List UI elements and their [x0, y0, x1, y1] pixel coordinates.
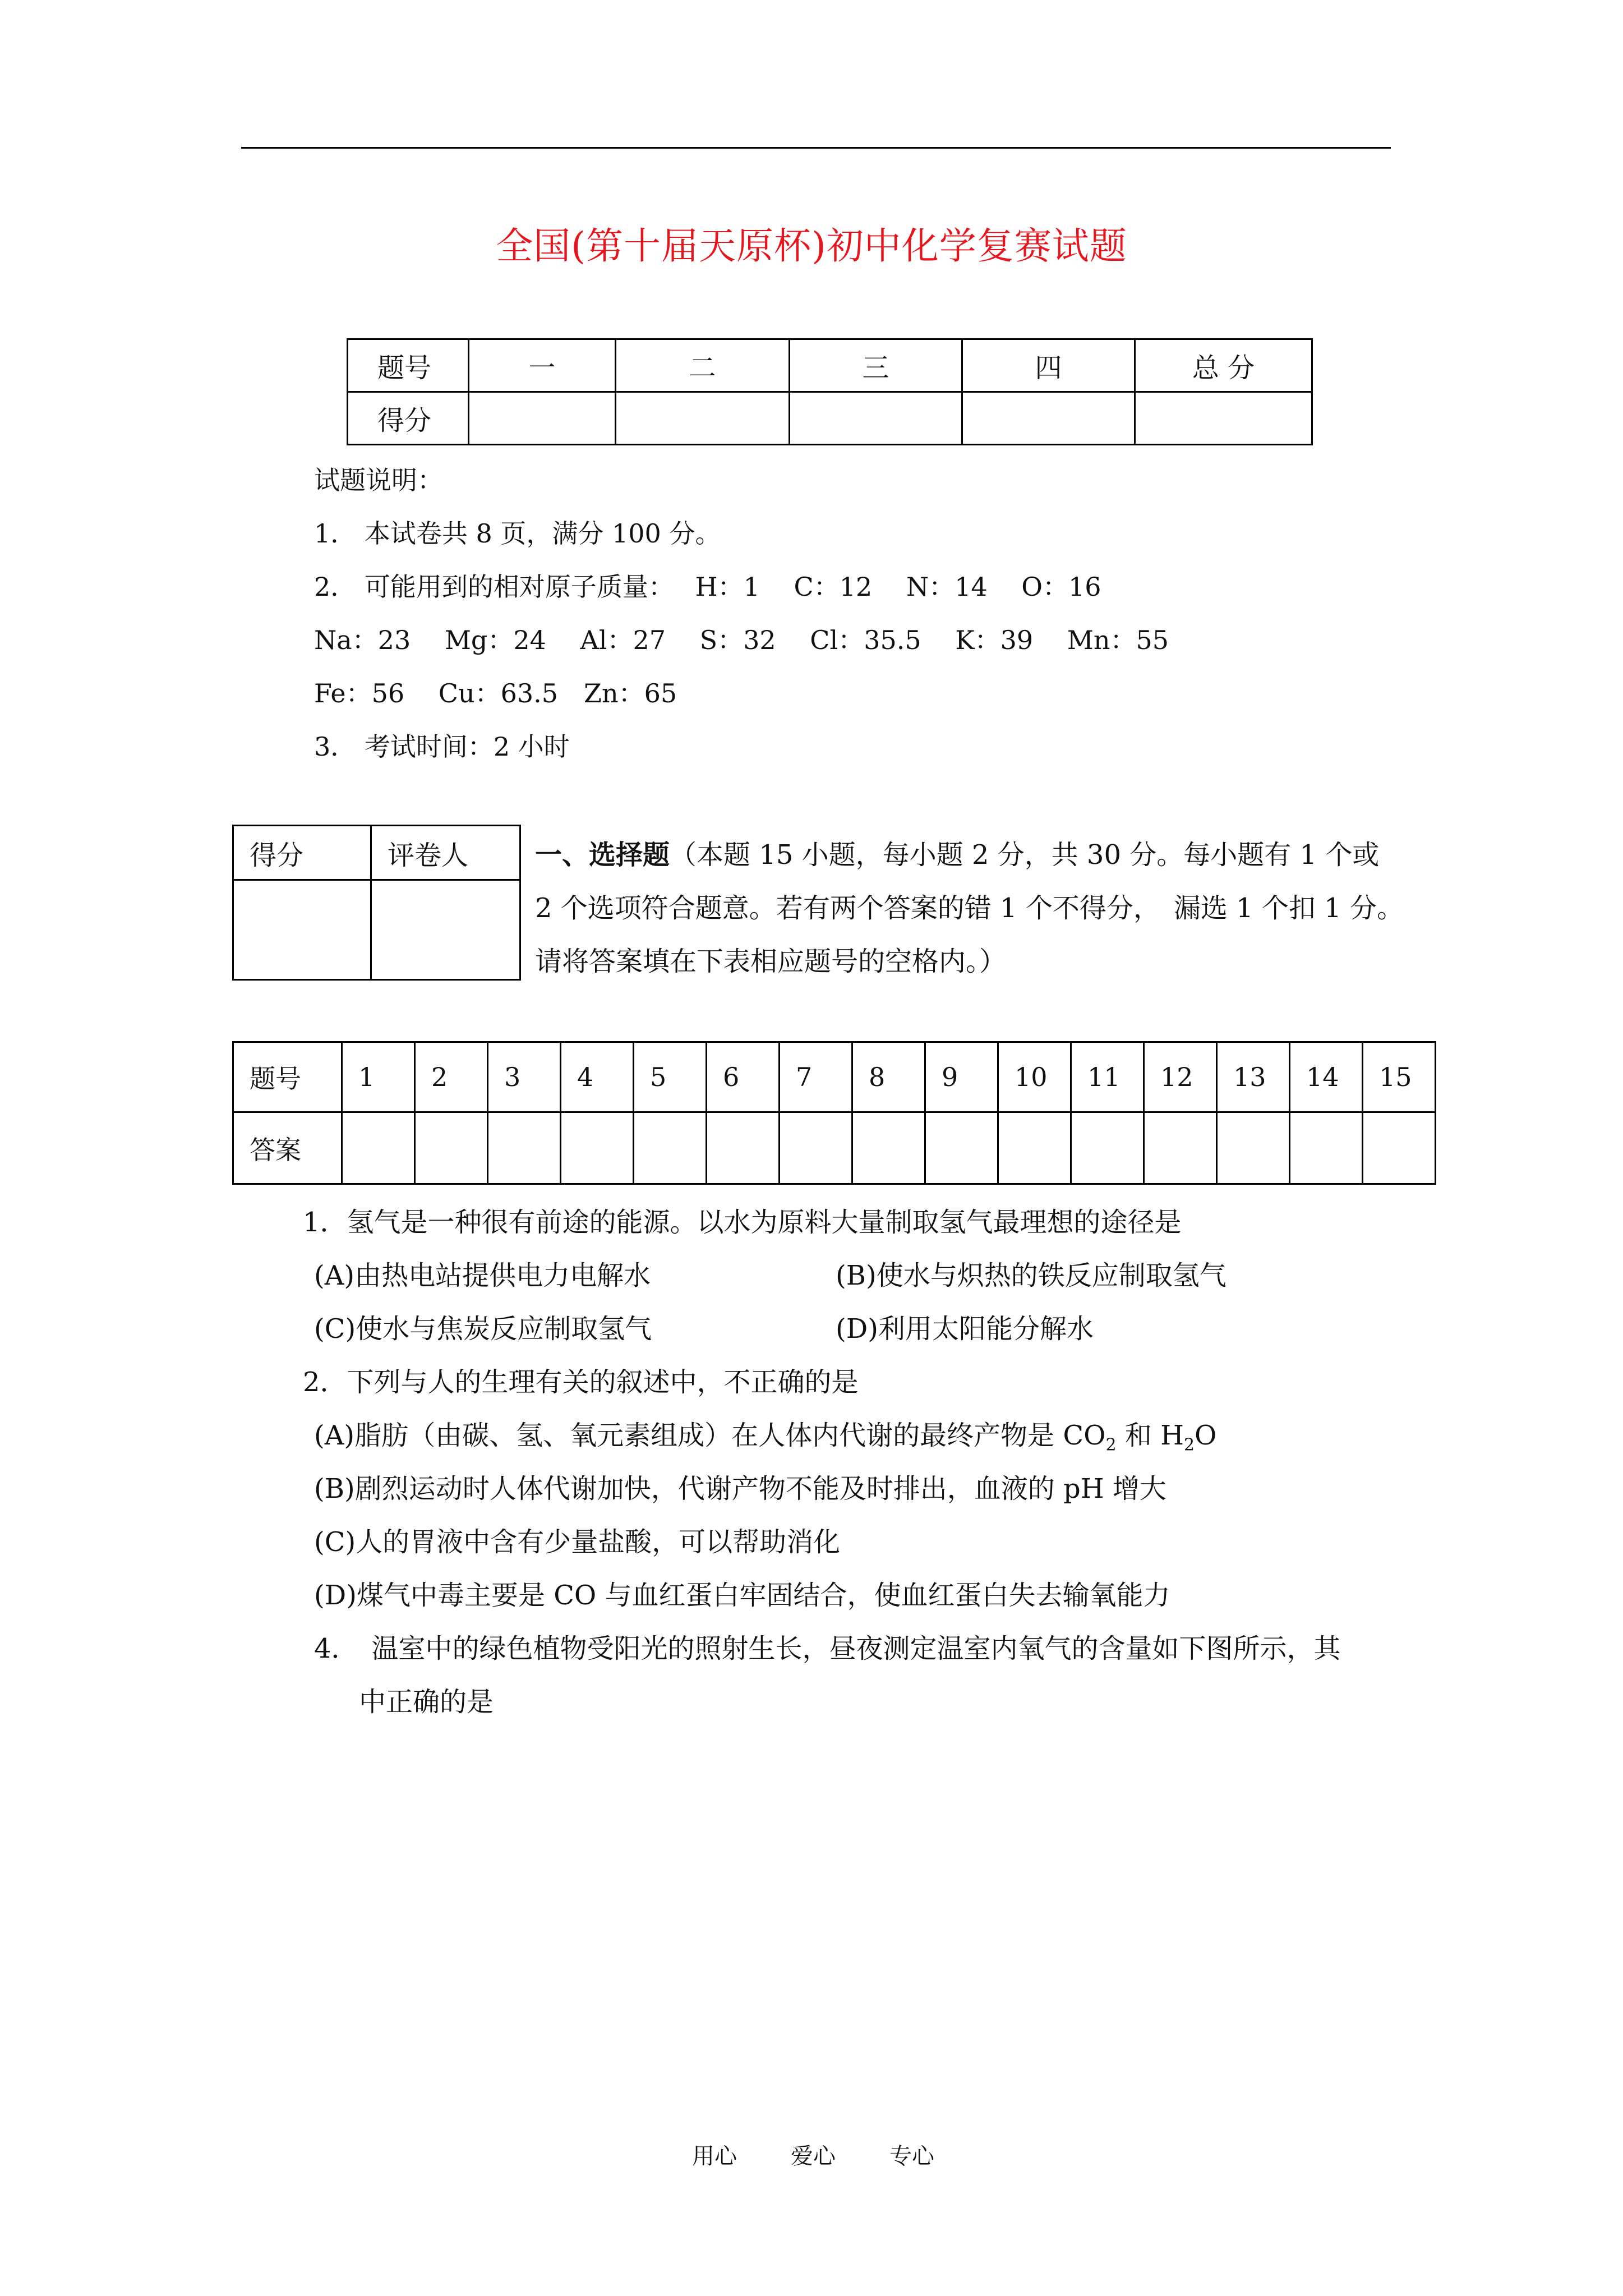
score-table	[347, 338, 1313, 445]
instruction-line: 2． 可能用到的相对原子质量： H：1 C：12 N：14 O：16	[314, 572, 1101, 602]
answer-cell[interactable]	[852, 1112, 925, 1184]
page-title: 全国(第十届天原杯)初中化学复赛试题	[496, 224, 1127, 268]
score-table-header-cell: 一	[469, 339, 616, 392]
footer-text: 用心	[692, 2143, 737, 2169]
grader-score-cell[interactable]	[233, 880, 371, 980]
score-cell[interactable]	[962, 392, 1135, 445]
question-number: 14	[1290, 1042, 1363, 1112]
score-cell[interactable]	[1135, 392, 1312, 445]
instruction-line: Fe：56 Cu：63.5 Zn：65	[314, 678, 677, 708]
question-2-option-d: (D)煤气中毒主要是 CO 与血红蛋白牢固结合，使血红蛋白失去输氧能力	[314, 1580, 1170, 1611]
grader-name-label: 评卷人	[371, 826, 520, 880]
grader-box	[232, 825, 521, 981]
answer-cell[interactable]	[1363, 1112, 1436, 1184]
answer-table-answer-label: 答案	[233, 1112, 342, 1184]
question-2-option-b: (B)剧烈运动时人体代谢加快，代谢产物不能及时排出，血液的 pH 增大	[314, 1473, 1166, 1504]
answer-cell[interactable]	[707, 1112, 780, 1184]
question-1-option-b: (B)使水与炽热的铁反应制取氢气	[836, 1260, 1227, 1291]
section-one-text: （本题 15 小题，每小题 2 分，共 30 分。每小题有 1 个或	[670, 839, 1380, 871]
instruction-line: 3． 考试时间：2 小时	[314, 731, 570, 762]
question-1-stem: 1．氢气是一种很有前途的能源。以水为原料大量制取氢气最理想的途径是	[303, 1207, 1182, 1238]
score-cell[interactable]	[469, 392, 616, 445]
answer-cell[interactable]	[780, 1112, 852, 1184]
top-rule	[241, 147, 1391, 149]
question-1-option-a: (A)由热电站提供电力电解水	[314, 1260, 651, 1291]
instructions-heading: 试题说明：	[314, 465, 443, 495]
answer-cell[interactable]	[415, 1112, 488, 1184]
section-one-line: 请将答案填在下表相应题号的空格内。）	[535, 946, 1007, 977]
question-number: 13	[1217, 1042, 1290, 1112]
question-number: 12	[1144, 1042, 1217, 1112]
subscript: 2	[1105, 1435, 1117, 1455]
instruction-line: Na：23 Mg：24 Al：27 S：32 Cl：35.5 K：39 Mn：55	[314, 625, 1169, 655]
question-number: 6	[707, 1042, 780, 1112]
answer-cell[interactable]	[925, 1112, 998, 1184]
answer-table-answer-row	[233, 1112, 1436, 1184]
question-number: 9	[925, 1042, 998, 1112]
answer-cell[interactable]	[488, 1112, 561, 1184]
score-cell[interactable]	[616, 392, 790, 445]
subscript: 2	[1183, 1435, 1195, 1455]
question-2-option-a-text: (A)脂肪（由碳、氢、氧元素组成）在人体内代谢的最终产物是 CO	[314, 1420, 1106, 1451]
section-one-line: 2 个选项符合题意。若有两个答案的错 1 个不得分， 漏选 1 个扣 1 分。	[535, 892, 1404, 924]
question-number: 8	[852, 1042, 925, 1112]
score-table-header-cell: 题号	[348, 339, 469, 392]
question-4-stem: 4． 温室中的绿色植物受阳光的照射生长，昼夜测定温室内氧气的含量如下图所示，其	[314, 1633, 1341, 1664]
question-number: 7	[780, 1042, 852, 1112]
answer-cell[interactable]	[561, 1112, 634, 1184]
score-row-label: 得分	[348, 392, 469, 445]
question-number: 1	[342, 1042, 415, 1112]
answer-cell[interactable]	[342, 1112, 415, 1184]
question-number: 10	[998, 1042, 1071, 1112]
grader-name-cell[interactable]	[371, 880, 520, 980]
score-table-header-cell: 四	[962, 339, 1135, 392]
score-table-score-row	[348, 392, 1312, 445]
question-number: 15	[1363, 1042, 1436, 1112]
question-number: 11	[1071, 1042, 1144, 1112]
score-table-header-cell: 二	[616, 339, 790, 392]
question-number: 2	[415, 1042, 488, 1112]
question-1-option-c: (C)使水与焦炭反应制取氢气	[314, 1313, 652, 1345]
footer-text: 专心	[889, 2143, 934, 2169]
score-table-header-cell: 总 分	[1135, 339, 1312, 392]
question-2-option-a-text: 和 H	[1116, 1420, 1184, 1451]
answer-cell[interactable]	[1144, 1112, 1217, 1184]
section-one-line	[535, 833, 1432, 872]
instruction-line: 1． 本试卷共 8 页，满分 100 分。	[314, 518, 721, 549]
answer-cell[interactable]	[1290, 1112, 1363, 1184]
question-number: 3	[488, 1042, 561, 1112]
score-table-header-row	[348, 339, 1312, 392]
question-4-stem: 中正确的是	[359, 1686, 494, 1718]
answer-table-header-row	[233, 1042, 1436, 1112]
footer-text: 爱心	[791, 2143, 836, 2169]
score-cell[interactable]	[790, 392, 962, 445]
question-1-option-d: (D)利用太阳能分解水	[836, 1313, 1094, 1345]
answer-table-header-label: 题号	[233, 1042, 342, 1112]
question-number: 4	[561, 1042, 634, 1112]
grader-score-label: 得分	[233, 826, 371, 880]
answer-cell[interactable]	[998, 1112, 1071, 1184]
score-table-header-cell: 三	[790, 339, 962, 392]
question-2-stem: 2．下列与人的生理有关的叙述中，不正确的是	[303, 1366, 859, 1398]
question-number: 5	[634, 1042, 707, 1112]
question-2-option-c: (C)人的胃液中含有少量盐酸，可以帮助消化	[314, 1526, 841, 1558]
section-one-heading: 一、选择题	[535, 839, 670, 871]
answer-table	[232, 1041, 1436, 1185]
answer-cell[interactable]	[1217, 1112, 1290, 1184]
answer-cell[interactable]	[1071, 1112, 1144, 1184]
answer-cell[interactable]	[634, 1112, 707, 1184]
question-2-option-a	[314, 1414, 1216, 1455]
question-2-option-a-text: O	[1195, 1420, 1217, 1451]
